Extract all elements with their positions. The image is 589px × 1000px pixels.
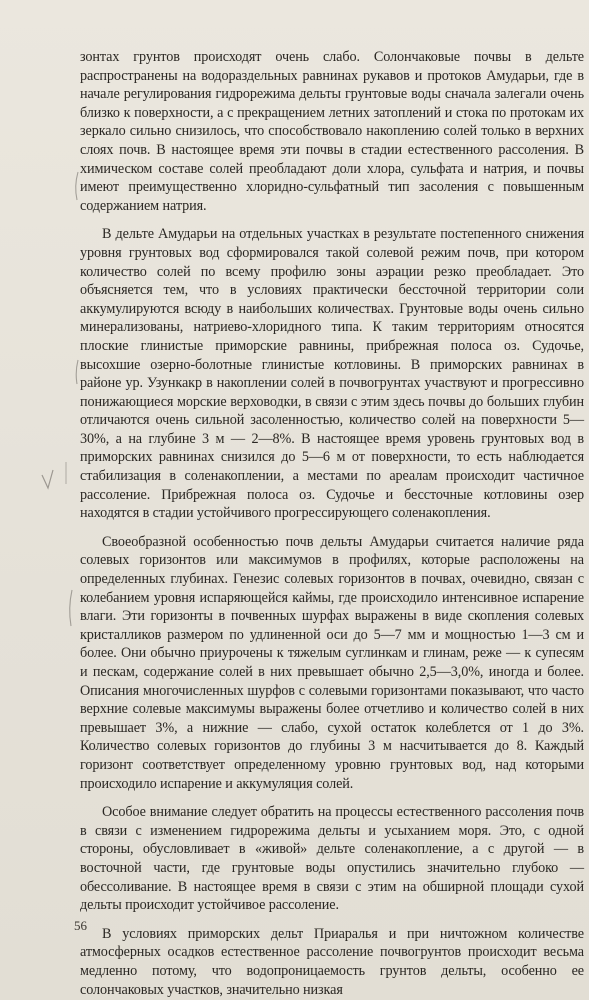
paragraph-2: В дельте Амударьи на отдельных участках в результате постепенного снижения уровня грунтовых вод сформировался такой солевой режим почв, при котором количество солей по всему профилю зоны аэрации резко преобладает. Это объясняется тем, что в условиях практически бессточной территории соли аккумулируются всюду в наибольших количествах. Грунтовые воды очень сильно минерализованы, натриево-хлоридного типа. К таким территориям относятся плоские глинистые приморские равнины, прибрежная полоса оз. Судочье, высохшие озерно-болотные глинистые котловины. В приморских равнинах в районе ур. Узункакр в накоплении солей в почвогрунтах участвуют и прогрессивно понижающиеся морские верховодки, в связи с этим здесь почвы до больших глубин отличаются очень сильной засоленностью, количество солей на поверхности 5—30%, а на глубине 3 м — 2—8%. В настоящее время уровень грунтовых вод в приморских равнинах снизился до 5—6 м от поверхности, то есть наблюдается стабилизация в соленакоплении, а местами по ареалам происходит частичное рассоление. Прибрежная полоса оз. Судочье и бессточные котловины озер находятся в стадии устойчивого прогрессирующего соленакопления.	[80, 226, 584, 522]
paragraph-3: Своеобразной особенностью почв дельты Амударьи считается наличие ряда солевых горизонтов или максимумов в профилях, которые расположены на определенных глубинах. Генезис солевых горизонтов в почвах, очевидно, связан с колебанием уровня испаряющейся каймы, где происходило интенсивное испарение влаги. Эти горизонты в почвенных шурфах выражены в виде скопления солевых кристалликов размером по удлиненной оси до 5—7 мм и мощностью 1—3 см и более. Они обычно приурочены к тяжелым суглинкам и глинам, реже — к супесям и пескам, содержание солей в них превышает обычно 2,5—3,0%, иногда и более. Описания многочисленных шурфов с солевыми горизонтами показывают, что часто верхние солевые максимумы выражены более отчетливо и количество солей в них превышает 3%, а нижние — слабо, сухой остаток колеблется от 1 до 3%. Количество солевых горизонтов до глубины 3 м насчитывается до 8. Каждый горизонт соответствует определенному уровню грунтовых вод, над которыми происходило испарение и аккумуляция солей.	[80, 533, 584, 792]
body-text	[80, 48, 584, 999]
margin-bracket-2	[76, 360, 78, 384]
margin-bracket-1	[76, 172, 78, 200]
paragraph-5: В условиях приморских дельт Приаралья и при ничтожном количестве атмосферных осадков естественное рассоление почвогрунтов происходит весьма медленно потому, что водопроницаемость грунтов дельты, особенно ее солончаковых участков, значительно низкая	[80, 925, 584, 998]
paragraph-1: зонтах грунтов происходят очень слабо. Солончаковые почвы в дельте распространены на водораздельных равнинах рукавов и протоков Амударьи, где в начале регулирования гидрорежима дельты грунтовые воды сначала залегали очень близко к поверхности, а с прекращением летних затоплений и стока по протокам их зеркало сильно снизилось, что способствовало накоплению солей только в верхних слоях почв. В настоящее время эти почвы в стадии естественного рассоления. В химическом составе солей преобладают доли хлора, сульфата и натрия, и почвы имеют преимущественно хлоридно-сульфатный тип засоления с повышенным содержанием натрия.	[80, 49, 584, 214]
margin-check-mark	[42, 470, 53, 488]
paragraph-4: Особое внимание следует обратить на процессы естественного рассоления почв в связи с изменением гидрорежима дельты и усыханием моря. Это, с одной стороны, обусловливает в «живой» дельте соленакопление, а с другой — в восточной части, где грунтовые воды опустились значительно глубоко — обессоливание. В настоящее время в связи с этим на обширной площади сухой дельты происходит устойчивое рассоление.	[80, 804, 584, 914]
page-number: 56	[74, 918, 87, 933]
margin-bracket-3	[70, 590, 72, 626]
